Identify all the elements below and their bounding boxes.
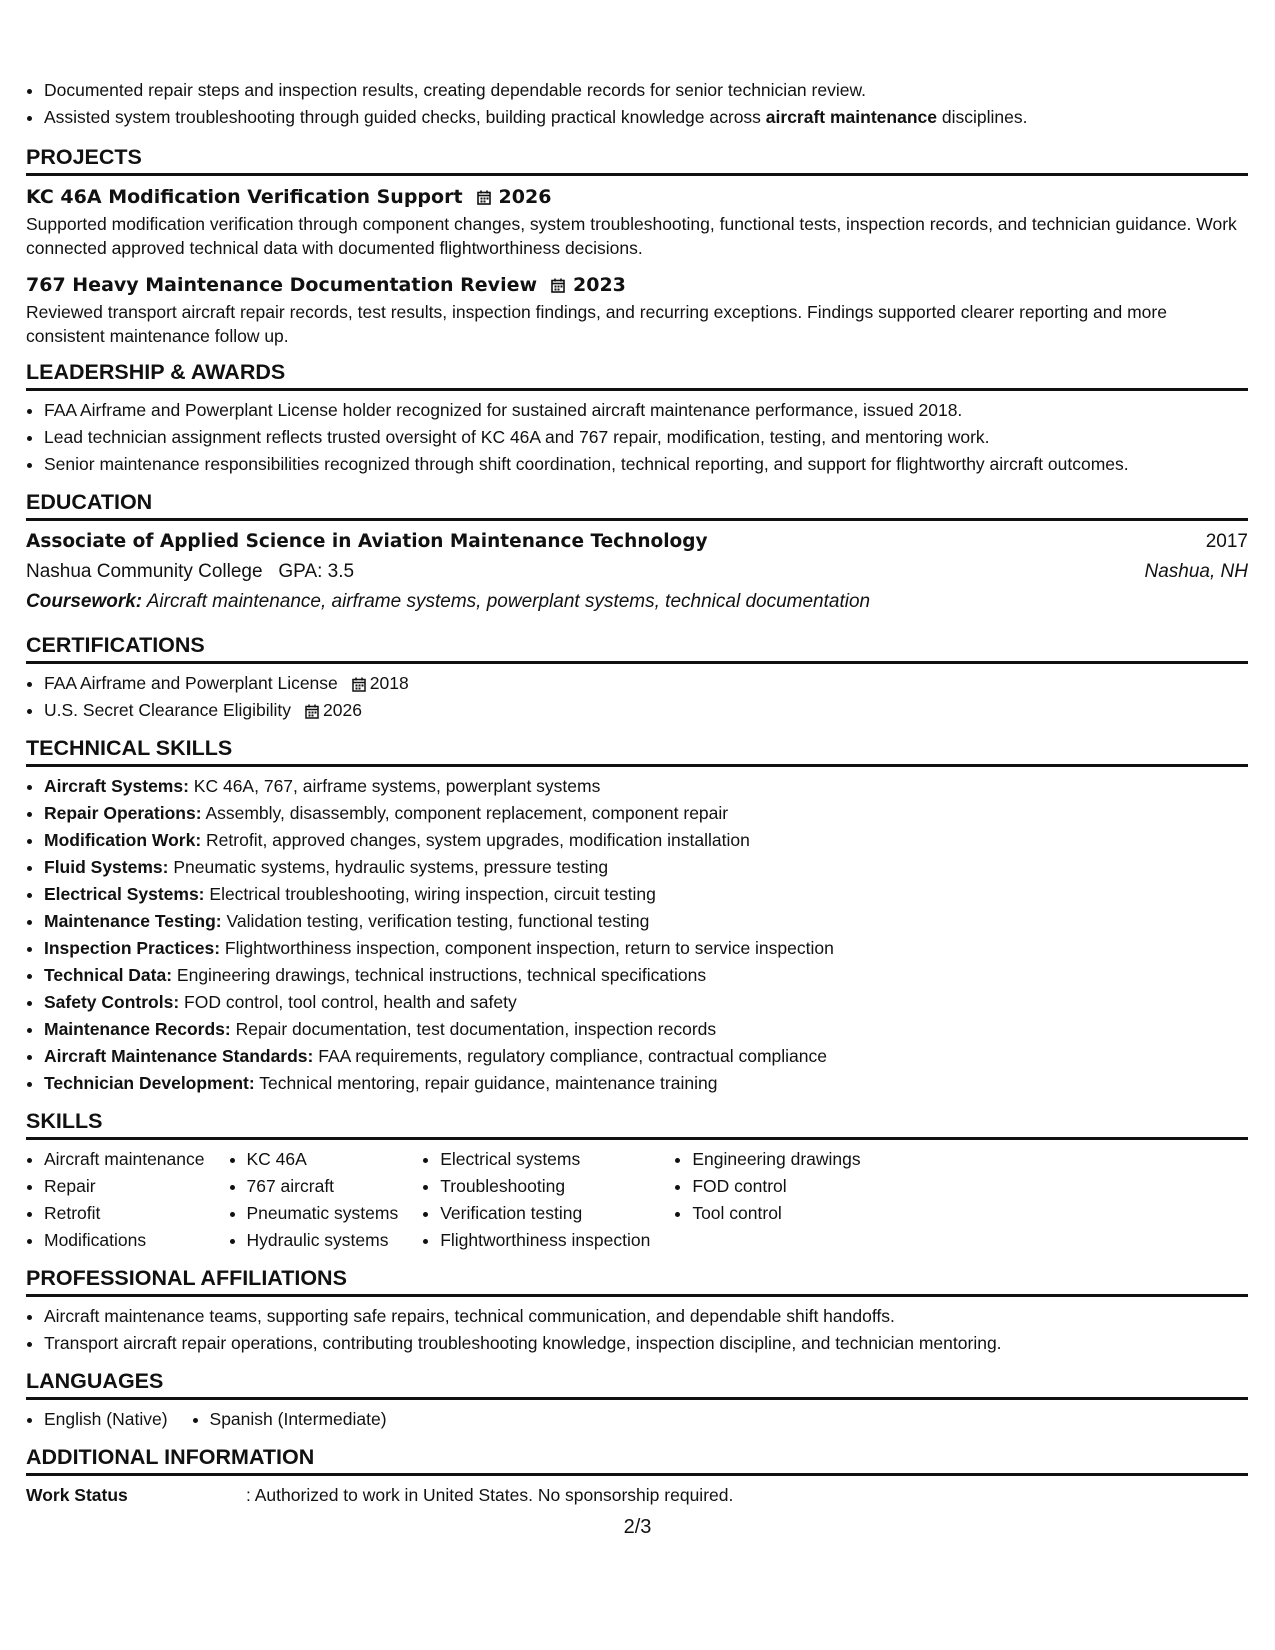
- list-item: [44, 935, 1248, 962]
- section-title: SKILLS: [26, 1107, 1248, 1140]
- list-item: [44, 670, 1248, 697]
- list-item: • Troubleshooting: [440, 1173, 650, 1200]
- calendar-icon: [551, 278, 565, 293]
- list-item: • Electrical systems: [440, 1146, 650, 1173]
- list-item: • Lead technician assignment reflects trusted oversight of KC 46A and 767 repair, modification, testing, and mentoring work.: [44, 424, 1248, 451]
- skills-columns: [26, 1146, 1248, 1254]
- skill-values: Pneumatic systems, hydraulic systems, pressure testing: [173, 857, 609, 877]
- skill-category: Aircraft Maintenance Standards:: [44, 1046, 314, 1066]
- section-title: CERTIFICATIONS: [26, 631, 1248, 664]
- section-title: LANGUAGES: [26, 1367, 1248, 1400]
- skills-column: [422, 1146, 650, 1254]
- project-description: Supported modification verification through component changes, system troubleshooting, functional tests, inspection records, and technician guidance. Work connected approved technical data with documented flightworthiness decisions.: [26, 214, 1237, 258]
- skill-category: Repair Operations:: [44, 803, 202, 823]
- skill-values: Electrical troubleshooting, wiring inspection, circuit testing: [209, 884, 656, 904]
- certification-year: 2018: [369, 673, 409, 693]
- resume-page: [26, 77, 1248, 1509]
- education-degree-row: [26, 527, 1248, 557]
- skill-category: Technical Data:: [44, 965, 173, 985]
- section-title: ADDITIONAL INFORMATION: [26, 1443, 1248, 1476]
- skill-category: Aircraft Systems:: [44, 776, 189, 796]
- affiliations-list: [26, 1303, 1248, 1357]
- degree-name: Associate of Applied Science in Aviation Maintenance Technology: [26, 531, 708, 552]
- section-title: LEADERSHIP & AWARDS: [26, 358, 1248, 391]
- list-item: • Repair: [44, 1173, 205, 1200]
- skill-values: KC 46A, 767, airframe systems, powerplant systems: [193, 776, 601, 796]
- list-item: • Flightworthiness inspection: [440, 1227, 650, 1254]
- technical-skills-list: [26, 773, 1248, 1097]
- list-item: • Tool control: [692, 1200, 860, 1227]
- skill-values: Engineering drawings, technical instructions, technical specifications: [176, 965, 707, 985]
- graduation-year: 2017: [1205, 531, 1248, 552]
- list-item: • Hydraulic systems: [247, 1227, 399, 1254]
- skill-category: Safety Controls:: [44, 992, 180, 1012]
- skill-values: Assembly, disassembly, component replacement, component repair: [205, 803, 729, 823]
- project-year: 2026: [498, 186, 552, 208]
- project-year: 2023: [573, 274, 626, 296]
- list-item: • FAA Airframe and Powerplant License holder recognized for sustained aircraft maintenance performance, issued 2018.: [44, 397, 1248, 424]
- skill-values: FAA requirements, regulatory compliance, contractual compliance: [318, 1046, 827, 1066]
- bullet-bold-text: aircraft maintenance: [765, 107, 937, 127]
- languages-section: [26, 1367, 1248, 1443]
- coursework: [26, 587, 1248, 617]
- section-title: PROJECTS: [26, 143, 1248, 176]
- list-item: • Pneumatic systems: [247, 1200, 399, 1227]
- skill-values: Validation testing, verification testing, functional testing: [226, 911, 650, 931]
- list-item: [44, 854, 1248, 881]
- list-item: [44, 1070, 1248, 1097]
- skills-column: [674, 1146, 860, 1254]
- leadership-section: [26, 358, 1248, 488]
- list-item: • KC 46A: [247, 1146, 399, 1173]
- bullet-text: Assisted system troubleshooting through guided checks, building practical knowledge across: [44, 107, 766, 127]
- certifications-section: [26, 631, 1248, 734]
- project-name: 767 Heavy Maintenance Documentation Review: [26, 274, 538, 296]
- list-item: [44, 1016, 1248, 1043]
- bullet-text: Documented repair steps and inspection results, creating dependable records for senior technician review.: [44, 80, 866, 100]
- list-item: • Spanish (Intermediate): [210, 1406, 387, 1433]
- skill-values: Retrofit, approved changes, system upgrades, modification installation: [206, 830, 750, 850]
- list-item: [44, 881, 1248, 908]
- skill-category: Technician Development:: [44, 1073, 255, 1093]
- coursework-text: Aircraft maintenance, airframe systems, powerplant systems, technical documentation: [146, 591, 871, 612]
- list-item: [44, 1043, 1248, 1070]
- calendar-icon: [352, 677, 366, 692]
- skills-column: [229, 1146, 399, 1254]
- list-item: • 767 aircraft: [247, 1173, 399, 1200]
- list-item: • Aircraft maintenance teams, supporting safe repairs, technical communication, and dependable shift handoffs.: [44, 1303, 1248, 1330]
- skill-category: Maintenance Testing:: [44, 911, 222, 931]
- list-item: • Aircraft maintenance: [44, 1146, 205, 1173]
- list-item: • FOD control: [692, 1173, 860, 1200]
- school-location: Nashua, NH: [1144, 561, 1248, 582]
- certifications-list: [26, 670, 1248, 724]
- list-item: • Transport aircraft repair operations, contributing troubleshooting knowledge, inspection discipline, and technician mentoring.: [44, 1330, 1248, 1357]
- skill-category: Fluid Systems:: [44, 857, 169, 877]
- languages-list: [26, 1406, 1248, 1433]
- list-item: [44, 697, 1248, 724]
- skill-category: Electrical Systems:: [44, 884, 205, 904]
- list-item: [44, 773, 1248, 800]
- skill-values: Repair documentation, test documentation, inspection records: [235, 1019, 717, 1039]
- list-item: • Engineering drawings: [692, 1146, 860, 1173]
- project-title-row: [26, 270, 1248, 300]
- list-item: [44, 800, 1248, 827]
- skill-category: Modification Work:: [44, 830, 202, 850]
- projects-section: [26, 143, 1248, 348]
- bullet-text-end: disciplines.: [936, 107, 1028, 127]
- list-item: • Modifications: [44, 1227, 205, 1254]
- list-item: [44, 77, 1248, 104]
- coursework-label: Coursework:: [26, 591, 143, 612]
- certification-name: FAA Airframe and Powerplant License: [44, 673, 338, 693]
- work-status-row: [26, 1482, 1248, 1509]
- list-item: • Retrofit: [44, 1200, 205, 1227]
- affiliations-section: [26, 1264, 1248, 1367]
- info-label: Work Status: [26, 1485, 128, 1505]
- certification-name: U.S. Secret Clearance Eligibility: [44, 700, 292, 720]
- additional-info-section: [26, 1443, 1248, 1509]
- skills-column: [26, 1146, 205, 1254]
- skill-values: Technical mentoring, repair guidance, maintenance training: [259, 1073, 718, 1093]
- skills-section: [26, 1107, 1248, 1264]
- certification-year: 2026: [323, 700, 362, 720]
- project-title-row: [26, 182, 1248, 212]
- list-item: [44, 908, 1248, 935]
- section-title: PROFESSIONAL AFFILIATIONS: [26, 1264, 1248, 1297]
- section-title: EDUCATION: [26, 488, 1248, 521]
- school-name: Nashua Community College: [26, 561, 263, 582]
- skill-category: Maintenance Records:: [44, 1019, 231, 1039]
- skill-values: Flightworthiness inspection, component inspection, return to service inspection: [224, 938, 834, 958]
- list-item: • English (Native): [44, 1406, 168, 1433]
- list-item: • Senior maintenance responsibilities recognized through shift coordination, technical reporting, and support for flightworthy aircraft outcomes.: [44, 451, 1248, 478]
- list-item: [44, 104, 1248, 131]
- list-item: [44, 827, 1248, 854]
- education-section: [26, 488, 1248, 617]
- calendar-icon: [305, 704, 319, 719]
- leadership-list: [26, 397, 1248, 478]
- list-item: [44, 989, 1248, 1016]
- skill-category: Inspection Practices:: [44, 938, 221, 958]
- experience-continued-list: [26, 77, 1248, 131]
- section-title: TECHNICAL SKILLS: [26, 734, 1248, 767]
- page-number: 2/3: [623, 1516, 652, 1538]
- gpa: GPA: 3.5: [278, 561, 355, 582]
- list-item: • Verification testing: [440, 1200, 650, 1227]
- technical-skills-section: [26, 734, 1248, 1107]
- education-school-row: [26, 557, 1248, 587]
- calendar-icon: [477, 190, 491, 205]
- info-value: : Authorized to work in United States. No sponsorship required.: [246, 1485, 734, 1505]
- project-description: Reviewed transport aircraft repair records, test results, inspection findings, and recurring exceptions. Findings supported clearer reporting and more consistent maintenance follow up.: [26, 302, 1167, 346]
- list-item: [44, 962, 1248, 989]
- project-name: KC 46A Modification Verification Support: [26, 186, 463, 208]
- skill-values: FOD control, tool control, health and safety: [184, 992, 517, 1012]
